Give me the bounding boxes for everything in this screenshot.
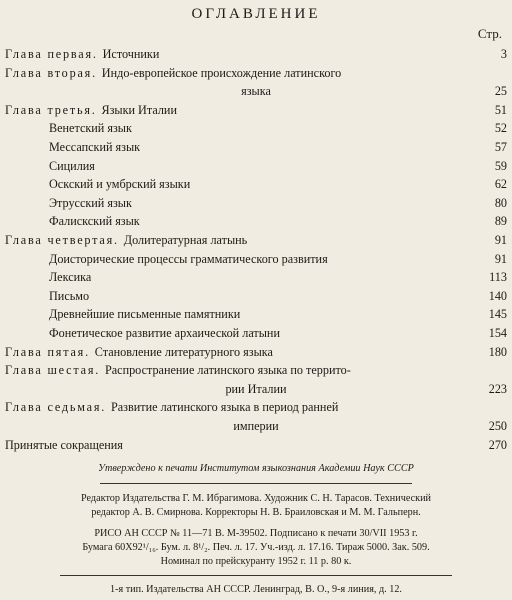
chapter-label: Глава пятая. — [5, 344, 95, 359]
toc-subentry — [5, 158, 507, 175]
chapter-label: Глава третья. — [5, 102, 102, 117]
toc-subentry — [5, 251, 507, 268]
credits-line-3: РИСО АН СССР № 11—71 В. М-39502. Подписано к печати 30/VII 1953 г. — [94, 528, 418, 539]
entry-title: Распространение латинского языка по террито- — [104, 363, 351, 378]
toc-subentry — [5, 120, 507, 137]
entry-title: Принятые сокращения — [5, 437, 123, 452]
chapter-label: Глава седьмая. — [5, 400, 111, 415]
approval-note: Утверждено к печати Институтом языкознания Академии Наук СССР — [98, 463, 414, 474]
entry-title: Развитие латинского языка в период ранней — [110, 400, 339, 415]
divider — [100, 483, 412, 484]
page-number: 91 — [494, 251, 507, 266]
toc-entry — [5, 46, 507, 63]
subentry-title: Письмо — [49, 288, 90, 303]
toc-subentry — [5, 306, 507, 323]
page-number: 91 — [494, 233, 507, 247]
chapter-label: Глава первая. — [5, 47, 103, 61]
toc-entry-continuation: языка 25 — [241, 84, 507, 99]
page-number: 51 — [494, 102, 507, 117]
toc-entry — [5, 362, 507, 379]
entry-title: Источники — [102, 47, 160, 61]
chapter-label: Глава вторая. — [5, 65, 102, 80]
toc-entry — [5, 344, 507, 361]
toc-entry — [5, 399, 507, 416]
toc-subentry — [5, 213, 507, 230]
page-number: 25 — [494, 84, 507, 99]
toc-subentry — [5, 176, 507, 193]
toc-subentry — [5, 195, 507, 212]
subentry-title: Фонетическое развитие архаической латыни — [49, 326, 280, 340]
entry-title: Долитературная латынь — [123, 233, 248, 247]
entry-title: Языки Италии — [101, 102, 177, 117]
subentry-title: Древнейшие письменные памятники — [49, 307, 241, 322]
page-number: 180 — [488, 344, 507, 359]
toc-subentry — [5, 288, 507, 305]
toc-entry — [5, 437, 507, 454]
subentry-title: Доисторические процессы грамматического развития — [49, 251, 328, 266]
chapter-label: Глава шестая. — [5, 363, 105, 378]
toc-entry-continuation: империи 250 — [233, 419, 507, 433]
credits-line-1: Редактор Издательства Г. М. Ибрагимова. Художник С. Н. Тарасов. Технический — [81, 493, 431, 504]
credits-line-2: редактор А. В. Смирнова. Корректоры Н. В. Браиловская и М. М. Гальперн. — [91, 507, 421, 518]
subentry-title: Венетский язык — [49, 121, 132, 136]
page-number: 52 — [494, 121, 507, 136]
page-number: 154 — [488, 326, 507, 340]
page-number: 223 — [488, 381, 507, 396]
toc-subentry — [5, 325, 507, 342]
credits-line-5: Номинал по прейскуранту 1952 г. 11 р. 80 к. — [160, 556, 352, 567]
page-number: 80 — [494, 195, 507, 210]
page-number: 250 — [488, 419, 507, 433]
page-number: 57 — [494, 140, 507, 154]
page-number: 3 — [500, 47, 507, 61]
subentry-title: Этрусский язык — [49, 195, 132, 210]
divider — [60, 575, 452, 576]
toc-subentry — [5, 139, 507, 156]
printer-info: 1-я тип. Издательства АН СССР. Ленинград, В. О., 9-я линия, д. 12. — [110, 584, 402, 595]
page-number: 145 — [488, 307, 507, 322]
page-column-header: Стр. — [477, 26, 502, 41]
subentry-title: Фалискский язык — [49, 214, 140, 229]
toc-subentry — [5, 269, 507, 286]
page-number: 59 — [494, 158, 507, 173]
subentry-title: Лексика — [49, 270, 92, 285]
toc-entry — [5, 102, 507, 119]
toc-entry-continuation: рии Италии 223 — [225, 381, 507, 396]
page-number: 113 — [489, 270, 507, 285]
subentry-title: Сицилия — [49, 158, 95, 173]
toc-entry — [5, 65, 507, 82]
subentry-title: Мессапский язык — [49, 140, 141, 154]
chapter-label: Глава четвертая. — [5, 233, 124, 247]
page-number: 62 — [494, 177, 507, 192]
credits-line-4: Бумага 60X92¹/₁₆. Бум. л. 8¹/₂. Печ. л. 17. Уч.-изд. л. 17.16. Тираж 5000. Зак. 509. — [82, 542, 430, 553]
page-number: 140 — [488, 288, 507, 303]
toc-entry — [5, 232, 507, 249]
page-number: 270 — [488, 437, 507, 452]
entry-title: Индо-европейское происхождение латинского — [101, 65, 342, 80]
page-number: 89 — [494, 214, 507, 229]
subentry-title: Оскский и умбрский языки — [49, 177, 191, 192]
entry-title: Становление литературного языка — [94, 344, 273, 359]
page-title: ОГЛАВЛЕНИЕ — [191, 6, 321, 22]
